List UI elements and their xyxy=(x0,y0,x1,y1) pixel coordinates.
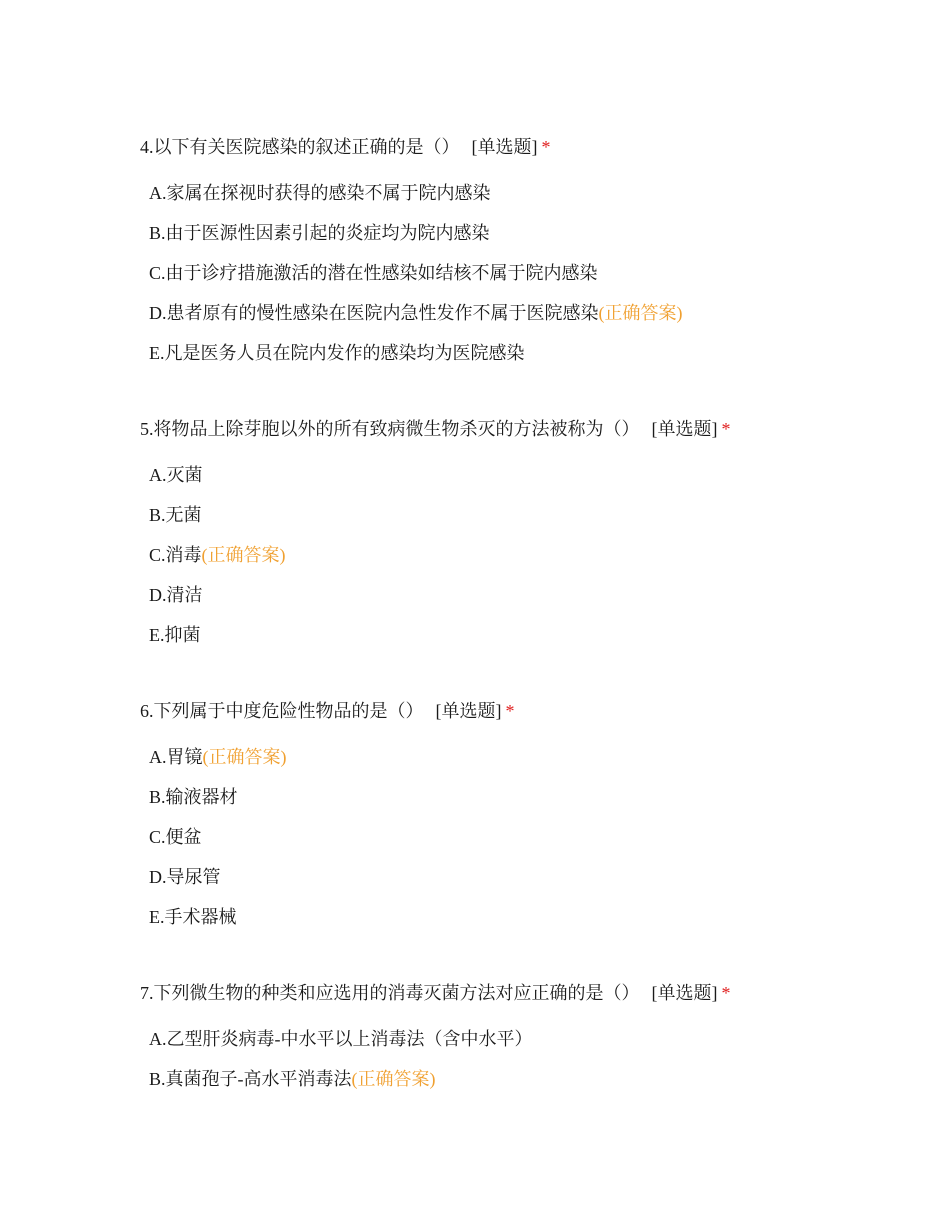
correct-answer-mark: (正确答案) xyxy=(201,545,286,565)
option-text: A.胃镜 xyxy=(149,747,203,767)
option-text: E.手术器械 xyxy=(149,907,237,927)
option-d[interactable] xyxy=(140,583,900,623)
required-mark: * xyxy=(721,983,731,1003)
option-a[interactable] xyxy=(140,745,900,785)
option-text: B.由于医源性因素引起的炎症均为院内感染 xyxy=(149,223,490,243)
correct-answer-mark: (正确答案) xyxy=(351,1069,436,1089)
option-a[interactable] xyxy=(140,463,900,503)
question-title xyxy=(140,417,900,441)
option-text: A.家属在探视时获得的感染不属于院内感染 xyxy=(149,183,491,203)
question-title xyxy=(140,135,900,159)
option-text: D.导尿管 xyxy=(149,867,221,887)
option-b[interactable] xyxy=(140,503,900,543)
option-list xyxy=(140,745,900,945)
question-title xyxy=(140,699,900,723)
option-text: C.由于诊疗措施激活的潜在性感染如结核不属于院内感染 xyxy=(149,263,598,283)
question-text: 4.以下有关医院感染的叙述正确的是（） xyxy=(140,137,460,157)
required-mark: * xyxy=(505,701,515,721)
option-text: C.便盆 xyxy=(149,827,202,847)
option-text: C.消毒 xyxy=(149,545,202,565)
question-type: [单选题] xyxy=(471,137,538,157)
option-e[interactable] xyxy=(140,623,900,663)
option-b[interactable] xyxy=(140,221,900,261)
option-text: D.清洁 xyxy=(149,585,203,605)
option-list xyxy=(140,181,900,381)
question-text: 6.下列属于中度危险性物品的是（） xyxy=(140,701,424,721)
question-7 xyxy=(140,981,900,1107)
option-c[interactable] xyxy=(140,543,900,583)
option-text: B.无菌 xyxy=(149,505,202,525)
option-a[interactable] xyxy=(140,181,900,221)
question-title xyxy=(140,981,900,1005)
question-type: [单选题] xyxy=(435,701,502,721)
option-text: D.患者原有的慢性感染在医院内急性发作不属于医院感染 xyxy=(149,303,599,323)
option-list xyxy=(140,463,900,663)
required-mark: * xyxy=(721,419,731,439)
option-b[interactable] xyxy=(140,1067,900,1107)
option-list xyxy=(140,1027,900,1107)
option-e[interactable] xyxy=(140,905,900,945)
option-a[interactable] xyxy=(140,1027,900,1067)
option-text: E.抑菌 xyxy=(149,625,201,645)
question-4 xyxy=(140,135,900,381)
option-text: A.乙型肝炎病毒-中水平以上消毒法（含中水平） xyxy=(149,1029,533,1049)
option-text: B.输液器材 xyxy=(149,787,238,807)
question-text: 5.将物品上除芽胞以外的所有致病微生物杀灭的方法被称为（） xyxy=(140,419,640,439)
required-mark: * xyxy=(541,137,551,157)
correct-answer-mark: (正确答案) xyxy=(202,747,287,767)
question-type: [单选题] xyxy=(651,419,718,439)
option-c[interactable] xyxy=(140,261,900,301)
option-text: B.真菌孢子-高水平消毒法 xyxy=(149,1069,352,1089)
question-6 xyxy=(140,699,900,945)
question-5 xyxy=(140,417,900,663)
option-b[interactable] xyxy=(140,785,900,825)
correct-answer-mark: (正确答案) xyxy=(598,303,683,323)
option-text: A.灭菌 xyxy=(149,465,203,485)
option-d[interactable] xyxy=(140,865,900,905)
option-e[interactable] xyxy=(140,341,900,381)
question-text: 7.下列微生物的种类和应选用的消毒灭菌方法对应正确的是（） xyxy=(140,983,640,1003)
option-c[interactable] xyxy=(140,825,900,865)
option-text: E.凡是医务人员在院内发作的感染均为医院感染 xyxy=(149,343,525,363)
question-type: [单选题] xyxy=(651,983,718,1003)
option-d[interactable] xyxy=(140,301,900,341)
